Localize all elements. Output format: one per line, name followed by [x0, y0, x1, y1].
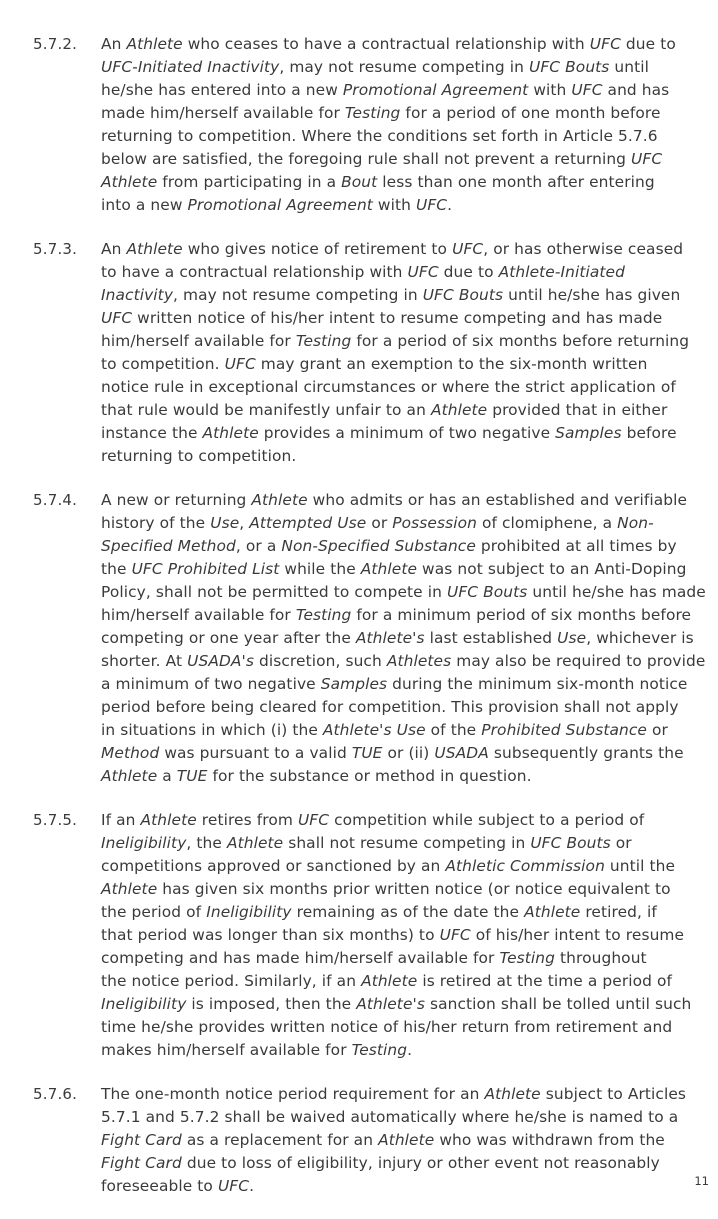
- defined-term: Athlete: [126, 35, 183, 53]
- text-segment: a: [157, 767, 177, 785]
- text-segment: discretion, such: [254, 652, 387, 670]
- defined-term: UFC: [224, 355, 256, 373]
- text-line: [101, 901, 686, 924]
- text-segment: , may not resume competing in: [279, 58, 529, 76]
- defined-term: UFC: [407, 263, 439, 281]
- text-segment: makes him/herself available for: [101, 1041, 352, 1059]
- text-segment: .: [249, 1177, 255, 1195]
- clause: [0, 809, 718, 1062]
- text-line: [101, 445, 686, 468]
- text-line: [101, 1129, 686, 1152]
- defined-term: Athlete's Use: [322, 721, 426, 739]
- defined-term: UFC: [415, 196, 448, 214]
- defined-term: Testing: [499, 949, 556, 967]
- defined-term: Use: [210, 514, 240, 532]
- defined-term: Athlete: [430, 401, 488, 419]
- text-segment: provided that in either: [487, 401, 668, 419]
- text-segment: time he/she provides written notice of his/her return from retirement and: [101, 1018, 673, 1036]
- text-segment: the notice period. Similarly, if an: [101, 972, 362, 990]
- text-segment: retired, if: [580, 903, 657, 921]
- text-line: [101, 1152, 686, 1175]
- text-segment: in situations in which (i) the: [101, 721, 323, 739]
- text-segment: him/herself available for: [101, 606, 296, 624]
- text-segment: instance the: [101, 424, 203, 442]
- text-line: [101, 512, 686, 535]
- text-segment: was pursuant to a valid: [159, 744, 352, 762]
- text-segment: for a minimum period of six months before: [351, 606, 692, 624]
- defined-term: TUE: [176, 767, 208, 785]
- text-line: [101, 148, 686, 171]
- text-segment: sanction shall be tolled until such: [424, 995, 692, 1013]
- text-segment: , or has otherwise ceased: [483, 240, 684, 258]
- text-segment: for a period of one month before: [400, 104, 661, 122]
- defined-term: Use: [557, 629, 587, 647]
- text-line: [101, 970, 686, 993]
- defined-term: UFC Prohibited List: [131, 560, 280, 578]
- clause-text: [101, 238, 690, 468]
- text-segment: notice rule in exceptional circumstances or where the strict application of: [101, 378, 676, 396]
- text-segment: or: [646, 721, 668, 739]
- defined-term: UFC: [631, 150, 663, 168]
- text-segment: while the: [279, 560, 361, 578]
- text-segment: , the: [186, 834, 227, 852]
- text-segment: with: [372, 196, 416, 214]
- text-line: [101, 102, 686, 125]
- text-line: [101, 1016, 686, 1039]
- clause-number: 5.7.6.: [33, 1085, 78, 1103]
- defined-term: Testing: [344, 104, 401, 122]
- defined-term: Fight Card: [101, 1154, 182, 1172]
- text-segment: retires from: [196, 811, 298, 829]
- text-segment: of clomiphene, a: [476, 514, 618, 532]
- clause: [0, 489, 718, 788]
- text-segment: who was withdrawn from the: [434, 1131, 665, 1149]
- defined-term: Method: [101, 744, 160, 762]
- text-segment: until: [609, 58, 650, 76]
- text-segment: throughout: [555, 949, 647, 967]
- defined-term: Athlete: [101, 767, 158, 785]
- text-line: [101, 307, 686, 330]
- text-segment: subject to Articles: [540, 1085, 687, 1103]
- text-line: [101, 56, 686, 79]
- clause-text: [101, 1083, 686, 1198]
- text-line: [101, 171, 686, 194]
- defined-term: Athlete: [101, 173, 158, 191]
- defined-term: Athlete: [251, 491, 308, 509]
- text-segment: to have a contractual relationship with: [101, 263, 408, 281]
- defined-term: Athlete's: [356, 995, 425, 1013]
- text-line: [101, 79, 686, 102]
- defined-term: UFC: [297, 811, 330, 829]
- text-segment: before: [621, 424, 677, 442]
- text-line: [101, 422, 686, 445]
- defined-term: Athlete-Initiated: [498, 263, 625, 281]
- defined-term: Inactivity: [101, 286, 174, 304]
- text-line: [101, 650, 706, 673]
- text-line: [101, 489, 686, 512]
- defined-term: Athlete: [524, 903, 581, 921]
- text-line: [101, 604, 692, 627]
- text-segment: ,: [239, 514, 250, 532]
- defined-term: UFC: [439, 926, 471, 944]
- text-segment: less than one month after entering: [377, 173, 655, 191]
- text-segment: , may not resume competing in: [173, 286, 423, 304]
- defined-term: Ineligibility: [101, 995, 187, 1013]
- text-segment: until he/she has given: [503, 286, 681, 304]
- text-segment: that rule would be manifestly unfair to an: [101, 401, 431, 419]
- defined-term: Testing: [351, 1041, 408, 1059]
- text-segment: the period of: [101, 903, 207, 921]
- defined-term: UFC: [101, 309, 133, 327]
- clause: [0, 238, 718, 468]
- defined-term: UFC: [589, 35, 621, 53]
- text-line: [101, 809, 686, 832]
- defined-term: Samples: [320, 675, 388, 693]
- text-segment: An: [101, 35, 127, 53]
- text-line: [101, 1039, 686, 1062]
- text-line: [101, 878, 686, 901]
- defined-term: Athlete: [360, 560, 418, 578]
- text-segment: competing and has made him/herself available for: [101, 949, 500, 967]
- defined-term: UFC Bouts: [528, 58, 610, 76]
- defined-term: TUE: [351, 744, 383, 762]
- text-line: [101, 1083, 686, 1106]
- clause-number: 5.7.4.: [33, 491, 78, 509]
- text-segment: due to: [620, 35, 676, 53]
- defined-term: Non-: [617, 514, 654, 532]
- text-segment: period before being cleared for competition. This provision shall not apply: [101, 698, 679, 716]
- defined-term: Ineligibility: [101, 834, 187, 852]
- defined-term: Athlete: [202, 424, 259, 442]
- defined-term: Possession: [392, 514, 477, 532]
- defined-term: UFC Bouts: [530, 834, 611, 852]
- text-segment: and has: [602, 81, 670, 99]
- text-line: [101, 696, 686, 719]
- text-line: [101, 581, 706, 604]
- text-segment: prohibited at all times by: [475, 537, 677, 555]
- defined-term: Testing: [295, 332, 352, 350]
- defined-term: Athlete: [101, 880, 158, 898]
- text-line: [101, 1175, 686, 1198]
- text-segment: .: [447, 196, 453, 214]
- text-segment: 5.7.1 and 5.7.2 shall be waived automatically where he/she is named to a: [101, 1108, 679, 1126]
- defined-term: UFC Bouts: [422, 286, 504, 304]
- text-segment: returning to competition. Where the conditions set forth in Article 5.7.6: [101, 127, 658, 145]
- clause: [0, 1083, 718, 1198]
- defined-term: Athlete: [361, 972, 418, 990]
- text-line: [101, 924, 686, 947]
- text-line: [101, 535, 686, 558]
- clause: [0, 33, 718, 217]
- text-line: [101, 627, 694, 650]
- text-segment: provides a minimum of two negative: [258, 424, 556, 442]
- text-segment: may grant an exemption to the six-month written: [255, 355, 648, 373]
- defined-term: Bout: [341, 173, 378, 191]
- text-segment: has given six months prior written notice (or notice equivalent to: [157, 880, 671, 898]
- text-line: [101, 238, 686, 261]
- text-segment: to competition.: [101, 355, 225, 373]
- text-line: [101, 261, 686, 284]
- text-segment: for a period of six months before returning: [351, 332, 690, 350]
- defined-term: Attempted Use: [249, 514, 367, 532]
- defined-term: UFC-Initiated Inactivity: [101, 58, 280, 76]
- text-line: [101, 832, 686, 855]
- text-segment: remaining as of the date the: [291, 903, 525, 921]
- defined-term: Athletic Commission: [445, 857, 605, 875]
- defined-term: Prohibited Substance: [481, 721, 647, 739]
- defined-term: Ineligibility: [206, 903, 292, 921]
- text-segment: subsequently grants the: [488, 744, 684, 762]
- text-segment: last established: [424, 629, 558, 647]
- clause-list: [0, 33, 718, 1198]
- text-segment: returning to competition.: [101, 447, 297, 465]
- defined-term: Athlete: [226, 834, 284, 852]
- text-line: [101, 353, 686, 376]
- text-segment: or: [610, 834, 632, 852]
- page-number: 11: [694, 1174, 709, 1188]
- defined-term: Specified Method: [101, 537, 236, 555]
- text-line: [101, 993, 692, 1016]
- text-line: [101, 125, 686, 148]
- text-segment: , whichever is: [586, 629, 694, 647]
- text-line: [101, 742, 686, 765]
- text-segment: until he/she has made: [527, 583, 706, 601]
- text-line: [101, 376, 686, 399]
- text-segment: below are satisfied, the foregoing rule shall not prevent a returning: [101, 150, 632, 168]
- text-segment: during the minimum six-month notice: [387, 675, 688, 693]
- text-segment: An: [101, 240, 127, 258]
- text-segment: shall not resume competing in: [283, 834, 531, 852]
- defined-term: Testing: [295, 606, 352, 624]
- text-segment: Policy, shall not be permitted to compete in: [101, 583, 447, 601]
- text-segment: , or a: [235, 537, 282, 555]
- document-body: [0, 33, 718, 1219]
- defined-term: UFC: [452, 240, 484, 258]
- text-segment: who admits or has an established and verifiable: [307, 491, 688, 509]
- text-segment: of his/her intent to resume: [470, 926, 685, 944]
- defined-term: UFC: [217, 1177, 250, 1195]
- text-segment: .: [407, 1041, 413, 1059]
- text-segment: or: [366, 514, 393, 532]
- text-segment: with: [528, 81, 572, 99]
- defined-term: Athlete: [140, 811, 197, 829]
- text-segment: foreseeable to: [101, 1177, 218, 1195]
- text-line: [101, 399, 686, 422]
- text-segment: A new or returning: [101, 491, 252, 509]
- text-segment: competitions approved or sanctioned by an: [101, 857, 446, 875]
- text-line: [101, 855, 686, 878]
- text-segment: history of the: [101, 514, 211, 532]
- defined-term: USADA's: [187, 652, 255, 670]
- text-segment: until the: [604, 857, 676, 875]
- text-segment: is imposed, then the: [186, 995, 357, 1013]
- defined-term: Promotional Agreement: [187, 196, 373, 214]
- defined-term: UFC: [571, 81, 603, 99]
- clause-text: [101, 33, 686, 217]
- defined-term: Non-Specified Substance: [281, 537, 476, 555]
- text-segment: shorter. At: [101, 652, 188, 670]
- text-segment: into a new: [101, 196, 188, 214]
- text-line: [101, 1106, 686, 1129]
- text-segment: competition while subject to a period of: [329, 811, 645, 829]
- text-segment: of the: [425, 721, 482, 739]
- defined-term: USADA: [434, 744, 489, 762]
- text-segment: who ceases to have a contractual relationship with: [182, 35, 590, 53]
- text-segment: who gives notice of retirement to: [182, 240, 453, 258]
- defined-term: Athletes: [386, 652, 452, 670]
- text-segment: If an: [101, 811, 141, 829]
- clause-text: [101, 809, 692, 1062]
- defined-term: Athlete: [378, 1131, 435, 1149]
- text-segment: due to: [438, 263, 499, 281]
- text-line: [101, 673, 686, 696]
- text-segment: competing or one year after the: [101, 629, 356, 647]
- text-segment: from participating in a: [157, 173, 342, 191]
- text-segment: he/she has entered into a new: [101, 81, 343, 99]
- text-segment: is retired at the time a period of: [417, 972, 673, 990]
- text-line: [101, 33, 686, 56]
- text-segment: may also be required to provide: [451, 652, 706, 670]
- text-line: [101, 719, 686, 742]
- text-line: [101, 194, 686, 217]
- text-line: [101, 947, 686, 970]
- defined-term: Promotional Agreement: [342, 81, 529, 99]
- defined-term: Athlete: [484, 1085, 541, 1103]
- defined-term: Samples: [555, 424, 622, 442]
- text-segment: a minimum of two negative: [101, 675, 321, 693]
- clause-number: 5.7.5.: [33, 811, 78, 829]
- text-segment: the: [101, 560, 132, 578]
- text-line: [101, 284, 686, 307]
- text-segment: for the substance or method in question.: [207, 767, 532, 785]
- text-segment: The one-month notice period requirement for an: [101, 1085, 485, 1103]
- clause-number: 5.7.3.: [33, 240, 78, 258]
- text-segment: due to loss of eligibility, injury or other event not reasonably: [181, 1154, 660, 1172]
- text-line: [101, 558, 686, 581]
- clause-number: 5.7.2.: [33, 35, 78, 53]
- text-segment: written notice of his/her intent to resume competing and has made: [132, 309, 663, 327]
- defined-term: Fight Card: [101, 1131, 182, 1149]
- text-line: [101, 765, 686, 788]
- text-segment: him/herself available for: [101, 332, 296, 350]
- text-segment: made him/herself available for: [101, 104, 345, 122]
- defined-term: UFC Bouts: [446, 583, 528, 601]
- text-segment: that period was longer than six months) to: [101, 926, 440, 944]
- text-segment: or (ii): [382, 744, 435, 762]
- text-segment: as a replacement for an: [181, 1131, 379, 1149]
- defined-term: Athlete's: [355, 629, 425, 647]
- text-segment: was not subject to an Anti-Doping: [417, 560, 687, 578]
- text-line: [101, 330, 690, 353]
- defined-term: Athlete: [126, 240, 183, 258]
- clause-text: [101, 489, 706, 788]
